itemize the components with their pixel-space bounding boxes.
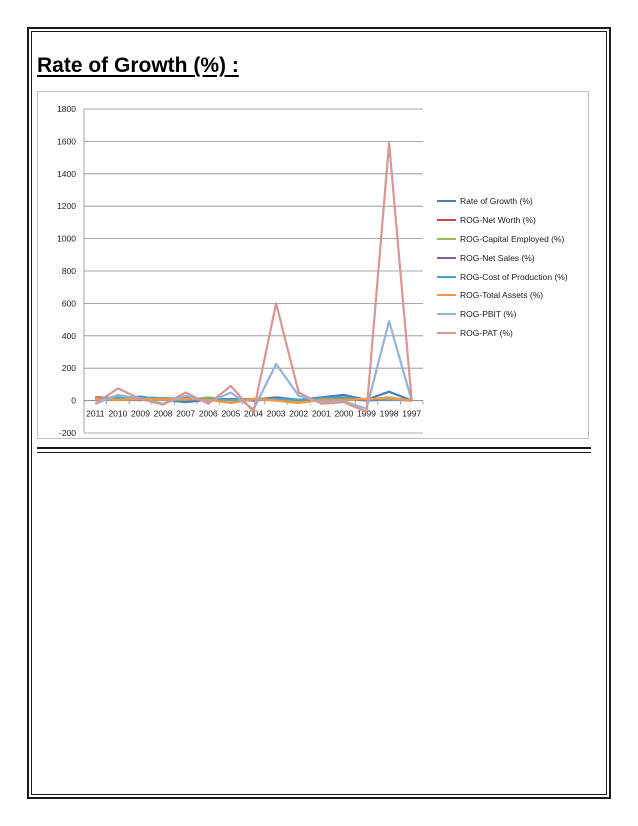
legend-swatch: [437, 294, 456, 296]
chart-legend: [437, 192, 587, 342]
y-tick-label: -200: [58, 428, 76, 438]
x-tick-label: 1997: [402, 408, 422, 419]
legend-item: [437, 248, 587, 267]
legend-swatch: [437, 238, 456, 240]
legend-label: ROG-PAT (%): [460, 327, 513, 338]
legend-item: [437, 230, 587, 249]
x-tick-label: 2004: [244, 408, 263, 419]
x-tick-label: 2000: [334, 408, 354, 419]
legend-item: [437, 192, 587, 211]
y-tick-label: 200: [61, 363, 76, 374]
x-tick-label: 2003: [266, 408, 286, 419]
divider-thick: [37, 447, 591, 449]
x-tick-label: 2006: [198, 408, 218, 419]
legend-item: [437, 305, 587, 324]
legend-label: ROG-Capital Employed (%): [460, 233, 565, 244]
legend-label: ROG-PBIT (%): [460, 309, 517, 320]
legend-swatch: [437, 200, 456, 202]
x-tick-label: 2010: [108, 408, 128, 419]
y-tick-label: 1200: [57, 201, 76, 212]
legend-label: ROG-Total Assets (%): [460, 290, 544, 301]
legend-item: [437, 286, 587, 305]
x-tick-label: 2005: [221, 408, 241, 419]
x-tick-label: 2009: [131, 408, 150, 419]
y-tick-label: 0: [71, 395, 76, 406]
divider-thin: [37, 452, 591, 453]
legend-label: ROG-Cost of Production (%): [460, 271, 568, 282]
legend-swatch: [437, 332, 456, 334]
y-tick-label: 1000: [57, 233, 76, 244]
x-tick-label: 2001: [311, 408, 331, 419]
page-heading: Rate of Growth (%) :: [37, 54, 239, 77]
legend-swatch: [437, 219, 456, 221]
legend-item: [437, 211, 587, 230]
legend-swatch: [437, 257, 456, 259]
x-tick-label: 2002: [289, 408, 309, 419]
x-tick-label: 2011: [86, 408, 105, 419]
y-tick-label: 1800: [57, 104, 76, 114]
x-tick-label: 2008: [153, 408, 173, 419]
x-tick-label: 2007: [176, 408, 196, 419]
x-tick-label: 1998: [379, 408, 399, 419]
legend-label: ROG-Net Worth (%): [460, 215, 536, 226]
series-line-7: [95, 143, 411, 412]
y-tick-label: 400: [61, 330, 76, 341]
legend-label: Rate of Growth (%): [460, 196, 533, 207]
y-tick-label: 800: [61, 266, 76, 276]
legend-swatch: [437, 313, 456, 315]
y-tick-label: 600: [61, 298, 76, 309]
y-tick-label: 1400: [57, 168, 76, 179]
legend-item: [437, 267, 587, 286]
legend-item: [437, 324, 587, 343]
legend-label: ROG-Net Sales (%): [460, 252, 535, 263]
y-tick-label: 1600: [57, 136, 76, 147]
legend-swatch: [437, 276, 456, 278]
x-tick-label: 1999: [357, 408, 376, 419]
